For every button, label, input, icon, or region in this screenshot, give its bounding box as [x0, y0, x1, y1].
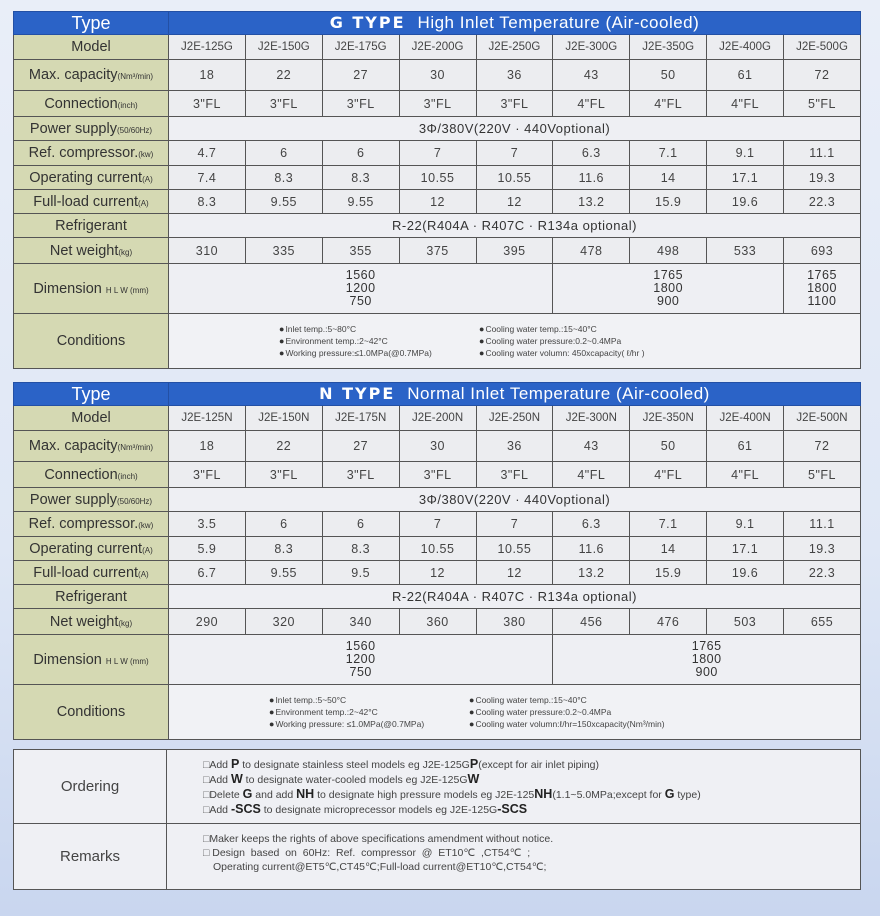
dim-h: 1560 [345, 268, 376, 282]
n-refrigerant-value: R-22(R404A · R407C · R134a optional) [169, 585, 861, 609]
n-operating-cell: 17.1 [707, 537, 784, 561]
condition-item: ● Cooling water volumn: 450xcapacity( ℓ/hr ) [479, 348, 699, 358]
g-connection-cell: 3"FL [322, 91, 399, 117]
row-label-dimension [14, 635, 169, 685]
n-fullload-cell: 13.2 [553, 561, 630, 585]
g-connection-cell: 4"FL [707, 91, 784, 117]
row-label-operating [14, 537, 169, 561]
g-compressor-cell: 6 [245, 141, 322, 166]
g-weight-cell: 375 [399, 238, 476, 264]
n-conditions-value [169, 685, 861, 740]
g-row-power [14, 117, 861, 141]
row-label-compressor [14, 141, 169, 166]
n-model-cell: J2E-350N [630, 406, 707, 431]
n-header-row [14, 383, 861, 406]
n-model-cell: J2E-200N [399, 406, 476, 431]
unit-text: (A) [138, 198, 149, 208]
label-text: Net weight [49, 613, 119, 630]
g-compressor-cell: 6.3 [553, 141, 630, 166]
condition-item: ● Cooling water volumn:ℓ/hr=150xcapacity(Nm³/min) [469, 719, 689, 729]
n-dimension-group-2 [553, 635, 861, 685]
n-connection-cell: 3"FL [169, 462, 246, 488]
g-model-cell: J2E-350G [630, 35, 707, 60]
n-model-cell: J2E-150N [245, 406, 322, 431]
n-operating-cell: 10.55 [399, 537, 476, 561]
ordering-row [14, 750, 861, 824]
unit-text: (inch) [117, 471, 138, 481]
dim-h: 1765 [653, 268, 684, 282]
n-weight-cell: 290 [169, 609, 246, 635]
n-connection-cell: 3"FL [245, 462, 322, 488]
dim-h: 1765 [807, 268, 837, 282]
n-capacity-cell: 36 [476, 431, 553, 462]
g-compressor-cell: 9.1 [707, 141, 784, 166]
row-label-connection [14, 91, 169, 117]
g-model-cell: J2E-250G [476, 35, 553, 60]
n-fullload-cell: 19.6 [707, 561, 784, 585]
condition-item: ● Inlet temp.:5~50°C [269, 695, 469, 705]
n-weight-cell: 476 [630, 609, 707, 635]
g-operating-cell: 19.3 [784, 166, 861, 190]
g-type-label: Type [14, 12, 169, 35]
n-operating-cell: 19.3 [784, 537, 861, 561]
g-operating-cell: 17.1 [707, 166, 784, 190]
g-row-refrigerant [14, 214, 861, 238]
g-fullload-cell: 8.3 [169, 190, 246, 214]
g-operating-cell: 10.55 [476, 166, 553, 190]
n-operating-cell: 8.3 [245, 537, 322, 561]
n-compressor-cell: 11.1 [784, 512, 861, 537]
n-model-cell: J2E-400N [707, 406, 784, 431]
label-text: Max. capacity [28, 67, 118, 83]
n-fullload-cell: 9.5 [322, 561, 399, 585]
remarks-items [167, 824, 861, 890]
n-type-title [169, 383, 861, 406]
n-capacity-cell: 72 [784, 431, 861, 462]
row-label-model: Model [14, 406, 169, 431]
g-fullload-cell: 12 [399, 190, 476, 214]
g-model-cell: J2E-200G [399, 35, 476, 60]
g-model-cell: J2E-175G [322, 35, 399, 60]
label-text: Power supply [29, 491, 117, 508]
g-operating-cell: 11.6 [553, 166, 630, 190]
g-dimension-group-2 [553, 264, 784, 314]
unit-text: (Nm³/min) [117, 443, 154, 452]
n-connection-cell: 3"FL [322, 462, 399, 488]
g-model-cell: J2E-500G [784, 35, 861, 60]
n-connection-cell: 3"FL [399, 462, 476, 488]
g-weight-cell: 533 [707, 238, 784, 264]
g-operating-cell: 8.3 [322, 166, 399, 190]
ordering-item: □ Delete G and add NH to designate high pressure models eg J2E-125NH(1.1~5.0MPa;except for G type) [203, 787, 860, 802]
unit-text: (kg) [118, 618, 133, 628]
n-fullload-cell: 15.9 [630, 561, 707, 585]
dim-l: 1800 [691, 652, 722, 666]
n-capacity-cell: 27 [322, 431, 399, 462]
condition-item: ● Environment temp.:2~42°C [269, 707, 469, 717]
g-fullload-cell: 9.55 [322, 190, 399, 214]
dim-l: 1200 [345, 281, 376, 295]
n-operating-cell: 10.55 [476, 537, 553, 561]
g-type-name: G TYPE [329, 13, 406, 32]
g-capacity-cell: 18 [169, 60, 246, 91]
label-text: Full-load current [33, 564, 139, 581]
n-row-operating [14, 537, 861, 561]
g-weight-cell: 310 [169, 238, 246, 264]
g-weight-cell: 498 [630, 238, 707, 264]
n-model-cell: J2E-500N [784, 406, 861, 431]
n-capacity-cell: 43 [553, 431, 630, 462]
n-weight-cell: 380 [476, 609, 553, 635]
g-model-cell: J2E-400G [707, 35, 784, 60]
unit-text: (50/60Hz) [116, 125, 153, 135]
n-row-weight [14, 609, 861, 635]
n-row-fullload [14, 561, 861, 585]
g-compressor-cell: 4.7 [169, 141, 246, 166]
unit-text: H L W (mm) [105, 656, 149, 666]
row-label-fullload [14, 561, 169, 585]
g-row-fullload [14, 190, 861, 214]
n-power-value: 3Φ/380V(220V · 440Voptional) [169, 488, 861, 512]
g-header-row [14, 12, 861, 35]
g-compressor-cell: 7 [399, 141, 476, 166]
n-fullload-cell: 6.7 [169, 561, 246, 585]
g-row-model [14, 35, 861, 60]
ordering-label: Ordering [14, 750, 167, 824]
g-weight-cell: 355 [322, 238, 399, 264]
g-row-operating [14, 166, 861, 190]
g-row-capacity [14, 60, 861, 91]
condition-item: ● Inlet temp.:5~80°C [279, 324, 479, 334]
dim-w: 900 [657, 294, 680, 308]
n-connection-cell: 3"FL [476, 462, 553, 488]
condition-item: ● Cooling water temp.:15~40°C [479, 324, 699, 334]
unit-text: H L W (mm) [105, 285, 149, 295]
n-capacity-cell: 18 [169, 431, 246, 462]
dim-w: 750 [349, 294, 372, 308]
g-operating-cell: 14 [630, 166, 707, 190]
g-weight-cell: 395 [476, 238, 553, 264]
n-compressor-cell: 6 [322, 512, 399, 537]
g-type-title [169, 12, 861, 35]
g-compressor-cell: 6 [322, 141, 399, 166]
n-capacity-cell: 61 [707, 431, 784, 462]
g-refrigerant-value: R-22(R404A · R407C · R134a optional) [169, 214, 861, 238]
n-row-conditions [14, 685, 861, 740]
dim-w: 900 [695, 665, 718, 679]
n-model-cell: J2E-125N [169, 406, 246, 431]
label-text: Operating current [29, 540, 143, 557]
row-label-conditions: Conditions [14, 314, 169, 369]
g-fullload-cell: 22.3 [784, 190, 861, 214]
n-compressor-cell: 7 [399, 512, 476, 537]
row-label-weight [14, 238, 169, 264]
n-row-model [14, 406, 861, 431]
n-capacity-cell: 30 [399, 431, 476, 462]
n-fullload-cell: 12 [476, 561, 553, 585]
g-fullload-cell: 12 [476, 190, 553, 214]
n-compressor-cell: 3.5 [169, 512, 246, 537]
n-fullload-cell: 12 [399, 561, 476, 585]
row-label-capacity [14, 60, 169, 91]
unit-text: (kw) [138, 150, 154, 159]
condition-item: ● Working pressure:≤1.0MPa(@0.7MPa) [279, 348, 479, 358]
label-text: Dimension [33, 651, 102, 668]
unit-text: (inch) [117, 100, 138, 110]
dim-h: 1560 [345, 639, 376, 653]
n-model-cell: J2E-175N [322, 406, 399, 431]
n-connection-cell: 5"FL [784, 462, 861, 488]
g-row-compressor [14, 141, 861, 166]
g-row-dimension [14, 264, 861, 314]
label-text: Max. capacity [28, 438, 118, 454]
g-dimension-group-1 [169, 264, 553, 314]
n-weight-cell: 503 [707, 609, 784, 635]
n-row-refrigerant [14, 585, 861, 609]
row-label-power [14, 488, 169, 512]
label-text: Ref. compressor. [28, 145, 139, 161]
g-weight-cell: 335 [245, 238, 322, 264]
label-text: Full-load current [33, 193, 139, 210]
g-model-cell: J2E-125G [169, 35, 246, 60]
g-row-weight [14, 238, 861, 264]
n-weight-cell: 360 [399, 609, 476, 635]
row-label-operating [14, 166, 169, 190]
g-fullload-cell: 13.2 [553, 190, 630, 214]
g-weight-cell: 693 [784, 238, 861, 264]
g-type-desc: High Inlet Temperature (Air-cooled) [417, 13, 700, 32]
n-weight-cell: 340 [322, 609, 399, 635]
dim-h: 1765 [691, 639, 722, 653]
row-label-dimension [14, 264, 169, 314]
n-operating-cell: 11.6 [553, 537, 630, 561]
g-weight-cell: 478 [553, 238, 630, 264]
label-text: Operating current [29, 169, 143, 186]
n-weight-cell: 320 [245, 609, 322, 635]
unit-text: (Nm³/min) [117, 72, 154, 81]
label-text: Connection [44, 466, 118, 483]
row-label-model: Model [14, 35, 169, 60]
label-text: Power supply [29, 120, 117, 137]
condition-item: ● Cooling water temp.:15~40°C [469, 695, 689, 705]
n-connection-cell: 4"FL [707, 462, 784, 488]
n-row-dimension [14, 635, 861, 685]
g-capacity-cell: 30 [399, 60, 476, 91]
label-text: Ref. compressor. [28, 516, 139, 532]
n-operating-cell: 14 [630, 537, 707, 561]
n-connection-cell: 4"FL [553, 462, 630, 488]
n-type-name: N TYPE [319, 384, 396, 403]
g-capacity-cell: 61 [707, 60, 784, 91]
g-capacity-cell: 50 [630, 60, 707, 91]
label-text: Connection [44, 95, 118, 112]
condition-item: ● Environment temp.:2~42°C [279, 336, 479, 346]
g-connection-cell: 4"FL [630, 91, 707, 117]
remark-item: □ Design based on 60Hz: Ref. compressor @ ET10℃ ,CT54℃ ; [203, 846, 860, 860]
row-label-capacity [14, 431, 169, 462]
g-connection-cell: 3"FL [245, 91, 322, 117]
n-operating-cell: 8.3 [322, 537, 399, 561]
unit-text: (A) [142, 545, 153, 555]
condition-item: ● Cooling water pressure:0.2~0.4MPa [469, 707, 689, 717]
n-capacity-cell: 22 [245, 431, 322, 462]
condition-item: ● Cooling water pressure:0.2~0.4MPa [479, 336, 699, 346]
g-connection-cell: 3"FL [399, 91, 476, 117]
n-model-cell: J2E-250N [476, 406, 553, 431]
n-operating-cell: 5.9 [169, 537, 246, 561]
n-model-cell: J2E-300N [553, 406, 630, 431]
dim-w: 750 [349, 665, 372, 679]
row-label-weight [14, 609, 169, 635]
remarks-row [14, 824, 861, 890]
g-row-conditions [14, 314, 861, 369]
g-operating-cell: 7.4 [169, 166, 246, 190]
g-power-value: 3Φ/380V(220V · 440Voptional) [169, 117, 861, 141]
n-type-label: Type [14, 383, 169, 406]
unit-text: (kw) [138, 521, 154, 530]
row-label-conditions: Conditions [14, 685, 169, 740]
row-label-connection [14, 462, 169, 488]
g-fullload-cell: 9.55 [245, 190, 322, 214]
g-connection-cell: 5"FL [784, 91, 861, 117]
g-capacity-cell: 22 [245, 60, 322, 91]
row-label-fullload [14, 190, 169, 214]
g-type-spec-table [13, 11, 861, 369]
condition-item: ● Working pressure: ≤1.0MPa(@0.7MPa) [269, 719, 469, 729]
row-label-power [14, 117, 169, 141]
ordering-item: □ Add -SCS to designate microprecessor models eg J2E-125G-SCS [203, 802, 860, 817]
g-compressor-cell: 11.1 [784, 141, 861, 166]
n-compressor-cell: 6 [245, 512, 322, 537]
n-weight-cell: 655 [784, 609, 861, 635]
ordering-item: □ Add P to designate stainless steel models eg J2E-125GP(except for air inlet piping) [203, 757, 860, 772]
n-row-power [14, 488, 861, 512]
g-compressor-cell: 7 [476, 141, 553, 166]
n-compressor-cell: 7 [476, 512, 553, 537]
label-text: Net weight [49, 242, 119, 259]
dim-w: 1100 [807, 294, 837, 308]
n-compressor-cell: 7.1 [630, 512, 707, 537]
unit-text: (50/60Hz) [116, 496, 153, 506]
ordering-items [167, 750, 861, 824]
label-text: Dimension [33, 280, 102, 297]
unit-text: (A) [142, 174, 153, 184]
g-compressor-cell: 7.1 [630, 141, 707, 166]
g-connection-cell: 3"FL [169, 91, 246, 117]
n-dimension-group-1 [169, 635, 553, 685]
n-type-desc: Normal Inlet Temperature (Air-cooled) [407, 384, 710, 403]
g-capacity-cell: 36 [476, 60, 553, 91]
unit-text: (kg) [118, 247, 133, 257]
n-connection-cell: 4"FL [630, 462, 707, 488]
n-fullload-cell: 22.3 [784, 561, 861, 585]
n-compressor-cell: 9.1 [707, 512, 784, 537]
n-row-connection [14, 462, 861, 488]
n-weight-cell: 456 [553, 609, 630, 635]
g-capacity-cell: 72 [784, 60, 861, 91]
remark-item: □ Maker keeps the rights of above specifications amendment without notice. [203, 832, 860, 846]
g-fullload-cell: 15.9 [630, 190, 707, 214]
n-type-spec-table [13, 382, 861, 740]
g-connection-cell: 3"FL [476, 91, 553, 117]
g-fullload-cell: 19.6 [707, 190, 784, 214]
g-dimension-group-3 [784, 264, 861, 314]
g-model-cell: J2E-150G [245, 35, 322, 60]
g-model-cell: J2E-300G [553, 35, 630, 60]
ordering-item: □ Add W to designate water-cooled models eg J2E-125GW [203, 772, 860, 787]
n-compressor-cell: 6.3 [553, 512, 630, 537]
dim-l: 1800 [653, 281, 684, 295]
g-row-connection [14, 91, 861, 117]
dim-l: 1200 [345, 652, 376, 666]
dim-l: 1800 [807, 281, 837, 295]
n-row-compressor [14, 512, 861, 537]
row-label-refrigerant: Refrigerant [14, 585, 169, 609]
unit-text: (A) [138, 569, 149, 579]
remark-item: Operating current@ET5℃,CT45℃;Full-load current@ET10℃,CT54℃; [213, 861, 547, 873]
g-capacity-cell: 27 [322, 60, 399, 91]
row-label-compressor [14, 512, 169, 537]
n-fullload-cell: 9.55 [245, 561, 322, 585]
ordering-remarks-table [13, 749, 861, 890]
g-conditions-value [169, 314, 861, 369]
row-label-refrigerant: Refrigerant [14, 214, 169, 238]
g-capacity-cell: 43 [553, 60, 630, 91]
remarks-label: Remarks [14, 824, 167, 890]
g-connection-cell: 4"FL [553, 91, 630, 117]
g-operating-cell: 8.3 [245, 166, 322, 190]
n-row-capacity [14, 431, 861, 462]
n-capacity-cell: 50 [630, 431, 707, 462]
g-operating-cell: 10.55 [399, 166, 476, 190]
